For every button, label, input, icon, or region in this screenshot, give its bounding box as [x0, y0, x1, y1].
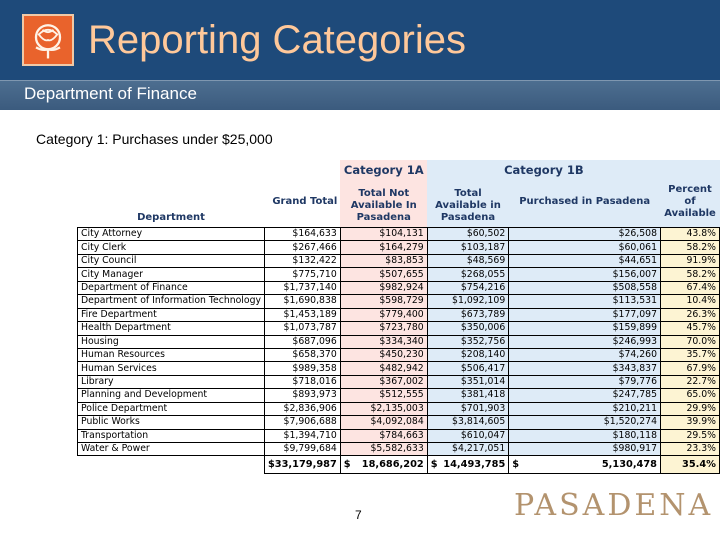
grand-total-cell: $1,690,838: [264, 295, 340, 308]
total-grand-total: [264, 456, 340, 474]
grand-total-cell: $2,836,906: [264, 402, 340, 415]
table-row: [78, 322, 720, 335]
grand-total-cell: $9,799,684: [264, 443, 340, 456]
total-purchased: [509, 456, 661, 474]
currency-symbol: $: [430, 458, 438, 470]
table-row: [78, 348, 720, 361]
available-cell: $103,187: [427, 241, 509, 254]
not-available-cell: $982,924: [340, 281, 427, 294]
purchased-cell: $1,520,274: [509, 416, 661, 429]
grand-total-cell: $893,973: [264, 389, 340, 402]
total-value: 5,130,478: [601, 458, 658, 470]
dept-cell: City Council: [78, 254, 265, 267]
dept-cell: Planning and Development: [78, 389, 265, 402]
col-header-available: Total Available in Pasadena: [427, 179, 509, 228]
available-cell: $4,217,051: [427, 443, 509, 456]
purchased-cell: $159,899: [509, 322, 661, 335]
percent-cell: 43.8%: [661, 228, 720, 241]
percent-cell: 67.4%: [661, 281, 720, 294]
dept-cell: Police Department: [78, 402, 265, 415]
not-available-cell: $83,853: [340, 254, 427, 267]
data-table: [77, 160, 720, 474]
total-value: 14,493,785: [443, 458, 506, 470]
dept-cell: Library: [78, 375, 265, 388]
dept-cell: City Manager: [78, 268, 265, 281]
col-header-grand-total: Grand Total: [272, 195, 338, 207]
grand-total-cell: $658,370: [264, 348, 340, 361]
percent-cell: 39.9%: [661, 416, 720, 429]
dept-cell: Water & Power: [78, 443, 265, 456]
percent-cell: 91.9%: [661, 254, 720, 267]
currency-symbol: $: [512, 458, 520, 470]
available-cell: $1,092,109: [427, 295, 509, 308]
dept-cell: Health Department: [78, 322, 265, 335]
available-cell: $701,903: [427, 402, 509, 415]
dept-cell: City Clerk: [78, 241, 265, 254]
purchased-cell: $210,211: [509, 402, 661, 415]
table-row: [78, 241, 720, 254]
purchased-cell: $247,785: [509, 389, 661, 402]
percent-cell: 35.7%: [661, 348, 720, 361]
dept-cell: City Attorney: [78, 228, 265, 241]
table-row: [78, 375, 720, 388]
grand-total-cell: $989,358: [264, 362, 340, 375]
percent-cell: 65.0%: [661, 389, 720, 402]
category-heading: Category 1: Purchases under $25,000: [36, 131, 273, 147]
not-available-cell: $779,400: [340, 308, 427, 321]
table-row: [78, 295, 720, 308]
purchased-cell: $156,007: [509, 268, 661, 281]
currency-symbol: $: [343, 458, 351, 470]
purchased-cell: $26,508: [509, 228, 661, 241]
brand-wordmark: PASADENA: [514, 488, 714, 523]
page-title: Reporting Categories: [88, 18, 466, 62]
table-row: [78, 228, 720, 241]
percent-cell: 58.2%: [661, 241, 720, 254]
totals-spacer: [78, 456, 265, 474]
table-row: [78, 281, 720, 294]
header-bar: [0, 0, 720, 80]
percent-cell: 29.9%: [661, 402, 720, 415]
available-cell: $673,789: [427, 308, 509, 321]
available-cell: $381,418: [427, 389, 509, 402]
col-header-department: Department: [137, 212, 205, 223]
total-available: [427, 456, 509, 474]
available-cell: $208,140: [427, 348, 509, 361]
percent-cell: 45.7%: [661, 322, 720, 335]
grand-total-cell: $164,633: [264, 228, 340, 241]
not-available-cell: $164,279: [340, 241, 427, 254]
percent-cell: 29.5%: [661, 429, 720, 442]
table-row: [78, 402, 720, 415]
not-available-cell: $507,655: [340, 268, 427, 281]
page-number: 7: [355, 508, 362, 522]
available-cell: $268,055: [427, 268, 509, 281]
purchased-cell: $44,651: [509, 254, 661, 267]
table-row: [78, 362, 720, 375]
purchased-cell: $980,917: [509, 443, 661, 456]
grand-total-cell: $267,466: [264, 241, 340, 254]
available-cell: $3,814,605: [427, 416, 509, 429]
table-row: [78, 416, 720, 429]
grand-total-cell: $1,453,189: [264, 308, 340, 321]
subtitle-bar: [0, 80, 720, 110]
grand-total-cell: $687,096: [264, 335, 340, 348]
table-row: [78, 429, 720, 442]
not-available-cell: $104,131: [340, 228, 427, 241]
available-cell: $351,014: [427, 375, 509, 388]
percent-cell: 67.9%: [661, 362, 720, 375]
available-cell: $506,417: [427, 362, 509, 375]
total-value: $33,179,987: [267, 458, 337, 470]
available-cell: $350,006: [427, 322, 509, 335]
percent-cell: 23.3%: [661, 443, 720, 456]
dept-cell: Housing: [78, 335, 265, 348]
not-available-cell: $4,092,084: [340, 416, 427, 429]
not-available-cell: $2,135,003: [340, 402, 427, 415]
purchased-cell: $74,260: [509, 348, 661, 361]
dept-cell: Fire Department: [78, 308, 265, 321]
col-header-not-available: Total Not Available In Pasadena: [340, 179, 427, 228]
dept-cell: Department of Information Technology: [78, 295, 265, 308]
table-row: [78, 443, 720, 456]
section-header-row: [78, 160, 720, 179]
not-available-cell: $367,002: [340, 375, 427, 388]
total-not-available: [340, 456, 427, 474]
percent-cell: 26.3%: [661, 308, 720, 321]
grand-total-cell: $1,737,140: [264, 281, 340, 294]
table-row: [78, 254, 720, 267]
dept-cell: Department of Finance: [78, 281, 265, 294]
total-value: 18,686,202: [361, 458, 424, 470]
percent-cell: 10.4%: [661, 295, 720, 308]
dept-cell: Public Works: [78, 416, 265, 429]
dept-cell: Human Services: [78, 362, 265, 375]
purchased-cell: $79,776: [509, 375, 661, 388]
percent-cell: 70.0%: [661, 335, 720, 348]
grand-total-cell: $775,710: [264, 268, 340, 281]
available-cell: $754,216: [427, 281, 509, 294]
not-available-cell: $512,555: [340, 389, 427, 402]
percent-cell: 58.2%: [661, 268, 720, 281]
total-value: 35.4%: [682, 458, 716, 470]
table-row: [78, 389, 720, 402]
purchased-cell: $508,558: [509, 281, 661, 294]
dept-cell: Transportation: [78, 429, 265, 442]
not-available-cell: $784,663: [340, 429, 427, 442]
not-available-cell: $482,942: [340, 362, 427, 375]
section-label-1a: Category 1A: [340, 160, 427, 179]
purchased-cell: $180,118: [509, 429, 661, 442]
grand-total-cell: $718,016: [264, 375, 340, 388]
table-row: [78, 335, 720, 348]
section-label-1b: Category 1B: [427, 160, 660, 179]
percent-cell: 22.7%: [661, 375, 720, 388]
total-percent: [661, 456, 720, 474]
col-header-purchased: Purchased in Pasadena: [509, 179, 661, 228]
not-available-cell: $450,230: [340, 348, 427, 361]
purchased-cell: $60,061: [509, 241, 661, 254]
table-row: [78, 308, 720, 321]
page-subtitle: Department of Finance: [24, 84, 197, 103]
not-available-cell: $5,582,633: [340, 443, 427, 456]
not-available-cell: $598,729: [340, 295, 427, 308]
available-cell: $352,756: [427, 335, 509, 348]
not-available-cell: $334,340: [340, 335, 427, 348]
grand-total-cell: $1,394,710: [264, 429, 340, 442]
available-cell: $60,502: [427, 228, 509, 241]
totals-row: [78, 456, 720, 474]
table-row: [78, 268, 720, 281]
available-cell: $48,569: [427, 254, 509, 267]
col-header-percent: Percent of Available: [661, 179, 720, 228]
not-available-cell: $723,780: [340, 322, 427, 335]
dept-cell: Human Resources: [78, 348, 265, 361]
purchased-cell: $246,993: [509, 335, 661, 348]
grand-total-cell: $132,422: [264, 254, 340, 267]
purchased-cell: $343,837: [509, 362, 661, 375]
rose-icon: [22, 14, 74, 66]
available-cell: $610,047: [427, 429, 509, 442]
purchased-cell: $113,531: [509, 295, 661, 308]
purchased-cell: $177,097: [509, 308, 661, 321]
grand-total-cell: $7,906,688: [264, 416, 340, 429]
grand-total-cell: $1,073,787: [264, 322, 340, 335]
column-header-row: [78, 179, 720, 228]
